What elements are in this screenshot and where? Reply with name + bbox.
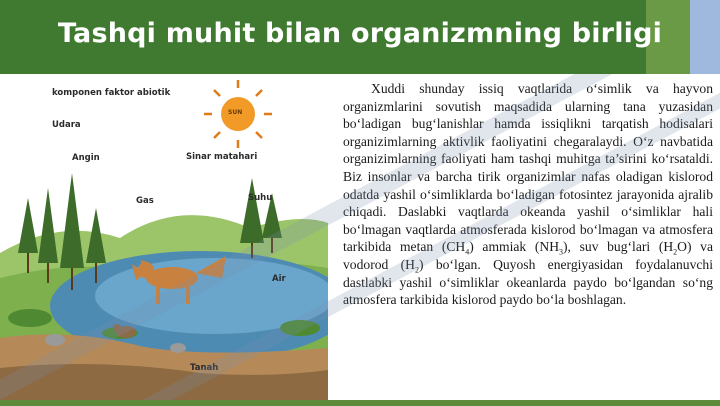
label-tanah: Tanah [190, 363, 219, 373]
bottom-band [0, 400, 720, 406]
label-gas: Gas [136, 196, 154, 206]
page-title: Tashqi muhit bilan organizmning birligi [57, 18, 663, 49]
label-air: Air [272, 274, 286, 284]
label-suhu: Suhu [248, 193, 273, 203]
abiotic-factors-illustration [0, 78, 328, 400]
body-paragraph: Xuddi shunday issiq vaqtlarida o‘simlik va hayvon organizmlarini sovutish maqsadida ularning tana yuzasidan bo‘ladigan bug‘lanishlar hamda issiqlikni tarqatish hodisalari organizimlarning aktivlik faoliyatini chegaralaydi. O‘z navbatida organizimlarning faoliyati ham tashqi muhitga ta’sirini ko‘rsataldi. Biz insonlar va barcha tirik organizimlar nafas oladigan kislorod odatda yashil o‘simliklarda bo‘ladigan fotosintez jarayonida ajralib chiqadi. Daslabki vaqtlarda okeanda yashil o‘simliklar hali bo‘lmagan vaqtlarda atmosferada kislorod bo‘lmagan va atmosfera tarkibida metan $(CH_4)$ ammiak $(NH_3)$, suv bug‘lari $(H_2O)$ va vodorod $(H_2)$ bo‘lgan. Quyosh energiyasidan foydalanuvchi dastlabki yashil o‘simliklar okeanlarda paydo bo‘lgandan so‘ng atmosfera tarkibida kislorod paydo bo‘la boshlagan. [343, 81, 714, 308]
title-banner [0, 0, 720, 74]
body-text [343, 80, 713, 309]
sun-label: SUN [228, 109, 243, 116]
figure-caption: komponen faktor abiotik [52, 88, 171, 98]
label-angin: Angin [72, 153, 100, 163]
label-sinar-matahari: Sinar matahari [186, 152, 258, 162]
label-udara: Udara [52, 120, 81, 130]
ecosystem-drawing [0, 78, 328, 400]
